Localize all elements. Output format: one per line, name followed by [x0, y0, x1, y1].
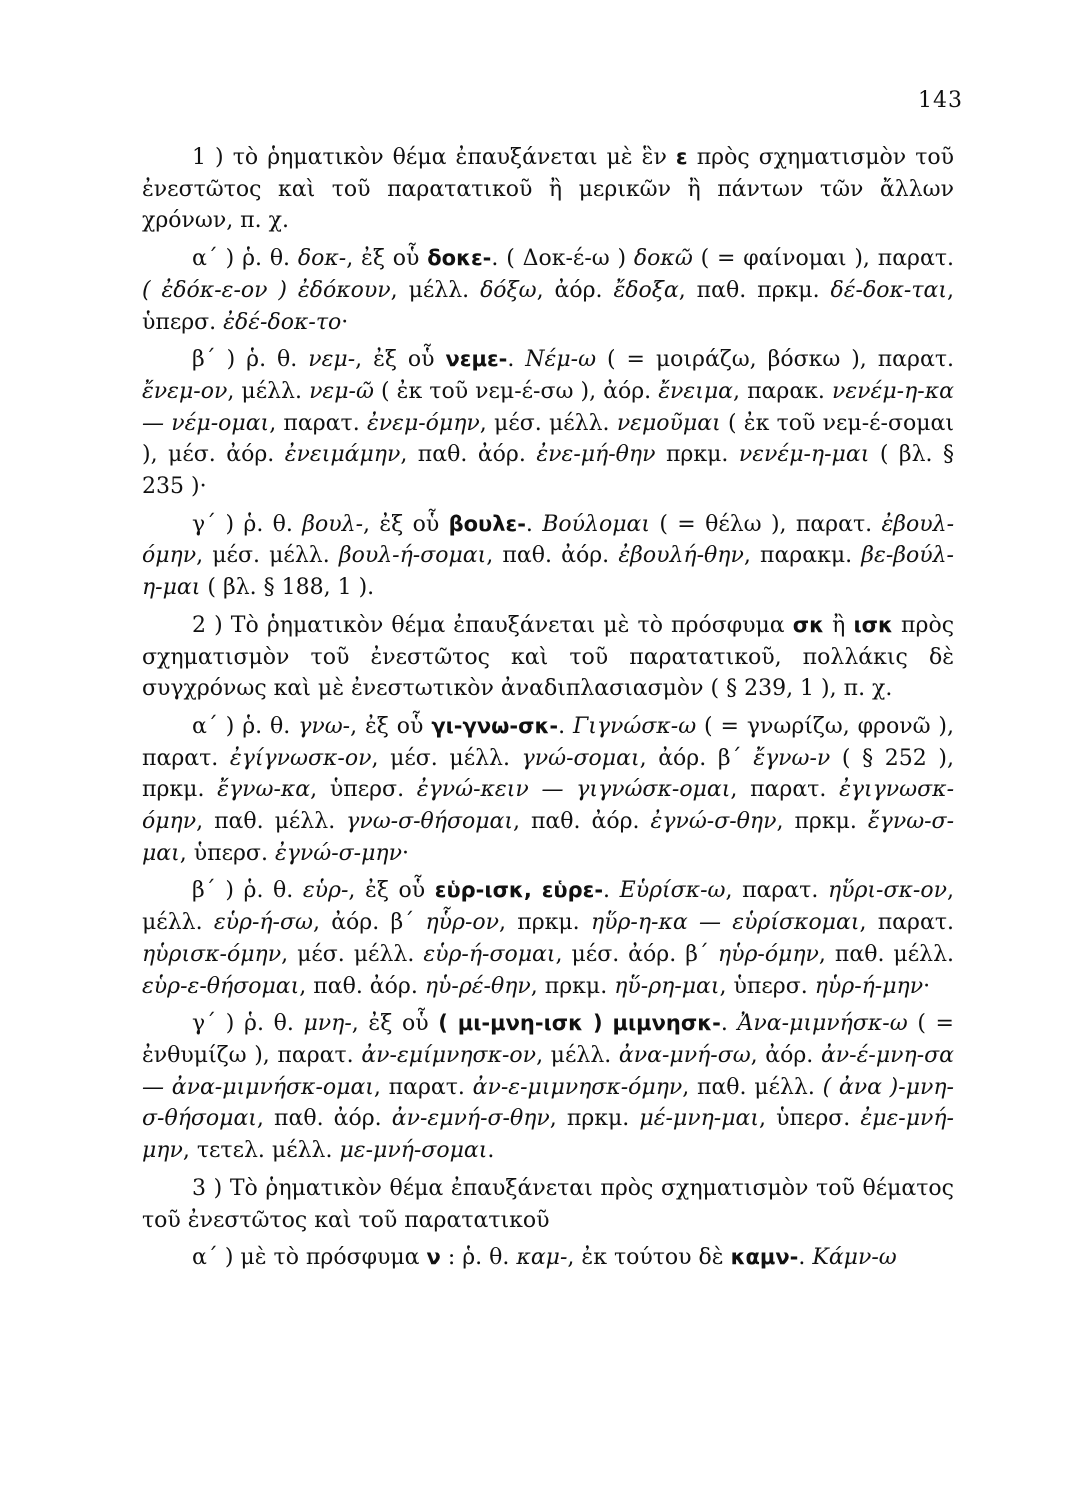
- italic-form: μέ-μνη-μαι: [639, 1106, 759, 1132]
- bold-stem: νεμε-: [445, 347, 508, 372]
- text-run: , ὑπερσ.: [142, 277, 954, 335]
- text-run: , πρκμ.: [549, 1106, 640, 1132]
- text-run: πρὸς σχηματισμὸν τοῦ ἐνεστῶτος καὶ τοῦ παρατατικοῦ, πολλάκις δὲ συγχρόνως καὶ μὲ ἐνεστωτικὸν ἀναδιπλασιασμὸν ( § 239, 1 ), π. χ.: [142, 612, 955, 702]
- text-run: , παρακμ.: [743, 543, 862, 569]
- italic-form: Βούλομαι: [542, 511, 651, 537]
- text-run: ( = γνωρίζω, φρονῶ ), παρατ.: [142, 713, 954, 771]
- text-run: , παθ. μέλλ.: [682, 1074, 823, 1100]
- text-run: .: [720, 1011, 738, 1037]
- italic-form: ἐδέ-δοκ-το: [223, 309, 342, 335]
- text-run: , παρατ.: [859, 910, 954, 936]
- text-run: , μέσ. μέλλ.: [479, 410, 617, 436]
- italic-form: ηὕρι-σκ-ον: [827, 878, 947, 904]
- text-run: , ἐξ οὗ: [363, 511, 449, 537]
- text-run: , ἀόρ. β΄: [312, 910, 426, 936]
- italic-form: ἐγιγνωσκ-όμην: [142, 777, 954, 835]
- italic-form: ἔγνω-σ-μαι: [142, 809, 955, 866]
- italic-form: Γιγνώσκ-ω: [572, 713, 697, 739]
- text-run: . ( Δοκ-έ-ω ): [491, 246, 634, 272]
- paragraph-p6: [142, 711, 954, 870]
- text-run: β΄ ) ῥ. θ.: [192, 347, 309, 373]
- italic-form: ἐγνώ-κειν — γιγνώσκ-ομαι: [416, 777, 731, 803]
- text-run: , ἐξ οὗ: [351, 1011, 439, 1037]
- italic-form: ἀν-έ-μνη-σα — ἀνα-μιμνήσκ-ομαι: [142, 1042, 955, 1100]
- bold-stem: ισκ: [853, 612, 893, 637]
- italic-form: βε-βούλ-η-μαι: [142, 543, 954, 601]
- text-run: , παθ. μέλλ.: [196, 809, 347, 835]
- text-run: , παρατ.: [373, 1074, 473, 1100]
- text-run: πρκμ.: [655, 442, 739, 468]
- text-run: ἢ: [824, 612, 854, 638]
- text-run: , ἀόρ.: [750, 1042, 821, 1068]
- italic-form: Νέμ-ω: [525, 347, 597, 373]
- italic-form: ηὕ-ρη-μαι: [614, 973, 720, 999]
- text-run: , πρκμ.: [499, 910, 591, 936]
- text-run: , παθ. ἀόρ.: [299, 973, 425, 999]
- italic-form: ἐγνώ-σ-θην: [650, 809, 777, 835]
- text-run: , μέλλ.: [390, 277, 481, 303]
- text-run: ( = ἐνθυμίζω ), παρατ.: [142, 1011, 954, 1068]
- bold-stem: δοκε-: [427, 246, 492, 271]
- text-run: , παθ. πρκμ.: [678, 277, 831, 303]
- italic-form: ηὑρισκ-όμην: [142, 941, 282, 967]
- text-run: 1 ) τὸ ῥηματικὸν θέμα ἐπαυξάνεται μὲ ἓν: [192, 145, 676, 170]
- italic-form: ἔγνω-κα: [217, 777, 311, 803]
- italic-form: ἐνεμ-όμην: [366, 410, 480, 436]
- italic-form: ἐνε-μή-θην: [536, 442, 656, 468]
- text-run: , ἐκ τούτου δὲ: [567, 1245, 731, 1271]
- italic-form: ( ἐδόκ-ε-ον ) ἐδόκουν: [142, 277, 391, 303]
- italic-form: εὑρ-: [302, 878, 349, 904]
- text-run: .: [558, 713, 573, 739]
- text-run: α΄ ) ῥ. θ.: [192, 713, 299, 739]
- italic-form: Εὑρίσκ-ω: [619, 878, 726, 904]
- italic-form: δοκ-: [297, 246, 347, 272]
- text-run: , πρκμ.: [776, 809, 868, 835]
- italic-form: ηὑρ-όμην: [717, 941, 819, 967]
- text-run: , μέλλ.: [227, 378, 310, 404]
- text-run: , μέλλ.: [142, 878, 954, 936]
- italic-form: βουλ-: [302, 511, 363, 537]
- italic-form: καμ-: [516, 1245, 568, 1271]
- page-body: [142, 142, 954, 1280]
- text-run: , τετελ. μέλλ.: [182, 1138, 340, 1164]
- paragraph-p5: [142, 610, 954, 705]
- italic-form: εὑρ-ή-σω: [213, 910, 313, 936]
- text-run: ( = φαίνομαι ), παρατ.: [692, 246, 955, 272]
- italic-form: ( ἀνα )-μνη-σ-θήσομαι: [142, 1074, 954, 1132]
- italic-form: δοκῶ: [633, 246, 693, 272]
- text-run: γ΄ ) ῥ. θ.: [192, 1011, 304, 1037]
- text-run: , μέσ. μέλλ.: [196, 543, 339, 569]
- italic-form: ηὕρ-η-κα — εὑρίσκομαι: [590, 910, 860, 936]
- text-run: , ἐξ οὗ: [346, 246, 428, 272]
- text-run: .: [507, 347, 526, 373]
- italic-form: νεμοῦμαι: [616, 410, 721, 436]
- paragraph-p10: [142, 1242, 954, 1274]
- italic-form: ἐγίγνωσκ-ον: [229, 745, 372, 771]
- paragraph-p2: [142, 243, 954, 338]
- paragraph-p1: [142, 142, 954, 237]
- paragraph-p9: [142, 1173, 954, 1236]
- text-run: , μέσ. μέλλ.: [281, 941, 424, 967]
- bold-stem: ε: [675, 145, 688, 169]
- italic-form: ηὑ-ρέ-θην: [424, 973, 531, 999]
- text-run: , παρατ.: [730, 777, 840, 803]
- text-run: γ΄ ) ῥ. θ.: [192, 511, 303, 537]
- text-run: , παθ. ἀόρ.: [486, 543, 619, 569]
- text-run: : ῥ. θ.: [440, 1245, 517, 1271]
- text-run: ( § 252 ), πρκμ.: [142, 745, 954, 803]
- text-run: , ἐξ οὗ: [348, 878, 435, 904]
- text-run: ( ἐκ τοῦ νεμ-έ-σομαι ), μέσ. ἀόρ.: [142, 410, 955, 468]
- text-run: ( = μοιράζω, βόσκω ), παρατ.: [596, 347, 954, 373]
- paragraph-p3: [142, 344, 954, 503]
- text-run: , παθ. μέλλ.: [818, 941, 954, 967]
- italic-form: ηὑρ-ή-μην: [814, 973, 924, 999]
- italic-form: εὑρ-ή-σομαι: [423, 941, 556, 967]
- text-run: , παθ. ἀόρ.: [256, 1106, 392, 1132]
- italic-form: Ἀνα-μιμνήσκ-ω: [737, 1011, 908, 1037]
- italic-form: ἀν-εμίμνησκ-ον: [361, 1042, 537, 1068]
- italic-form: δόξω: [480, 277, 537, 303]
- italic-form: γνω-σ-θήσομαι: [346, 809, 513, 835]
- bold-stem: ( μι-μνη-ισκ ) μιμνησκ-: [438, 1011, 721, 1036]
- text-run: ( βλ. § 235 )·: [142, 442, 954, 500]
- italic-form: ἀν-ε-μιμνησκ-όμην: [472, 1074, 683, 1100]
- italic-form: νενέμ-η-κα — νέμ-ομαι: [142, 378, 954, 436]
- text-run: , μέλλ.: [536, 1042, 619, 1068]
- text-run: β΄ ) ῥ. θ.: [192, 878, 303, 904]
- italic-form: νενέμ-η-μαι: [738, 442, 870, 468]
- italic-form: δέ-δοκ-ται: [830, 277, 947, 303]
- italic-form: με-μνή-σομαι: [339, 1138, 488, 1164]
- italic-form: ἔδοξα: [613, 277, 679, 303]
- text-run: , πρκμ.: [530, 973, 615, 999]
- text-run: , παθ. ἀόρ.: [400, 442, 537, 468]
- italic-form: μνη-: [303, 1011, 352, 1037]
- text-run: , μέσ. μέλλ.: [371, 745, 522, 771]
- italic-form: ἀν-εμνή-σ-θην: [391, 1106, 550, 1132]
- italic-form: ἀνα-μνή-σω: [618, 1042, 751, 1068]
- italic-form: ἐγνώ-σ-μην: [274, 840, 402, 866]
- text-run: ( = θέλω ), παρατ.: [650, 511, 882, 537]
- italic-form: νεμ-: [308, 347, 356, 373]
- text-run: , παθ. ἀόρ.: [513, 809, 651, 835]
- italic-form: ἐμε-μνή-μην: [142, 1106, 954, 1164]
- text-run: 2 ) Τὸ ῥηματικὸν θέμα ἐπαυξάνεται μὲ τὸ πρόσφυμα: [192, 612, 793, 638]
- paragraph-p4: [142, 509, 954, 604]
- italic-form: γνώ-σομαι: [521, 745, 640, 771]
- paragraph-p7: [142, 875, 954, 1002]
- page-number: 143: [918, 88, 963, 113]
- italic-form: ἔνεμ-ον: [142, 378, 228, 404]
- italic-form: βουλ-ή-σομαι: [338, 543, 487, 569]
- bold-stem: σκ: [792, 612, 825, 637]
- italic-form: ἐνειμάμην: [284, 442, 401, 468]
- text-run: , ἀόρ. β΄: [639, 745, 754, 771]
- text-run: .: [603, 878, 620, 904]
- text-run: .: [487, 1138, 495, 1164]
- text-run: .: [525, 511, 543, 537]
- text-run: 3 ) Τὸ ῥηματικὸν θέμα ἐπαυξάνεται πρὸς σχηματισμὸν τοῦ θέματος τοῦ ἐνεστῶτος καὶ τοῦ παρατατικοῦ: [142, 1175, 954, 1233]
- text-run: , ἐξ οὗ: [350, 713, 432, 739]
- text-run: .: [798, 1245, 813, 1271]
- bold-stem: ν: [426, 1245, 441, 1270]
- text-run: , ἀόρ.: [536, 277, 614, 303]
- text-run: , παρακ.: [733, 378, 832, 404]
- text-run: ·: [923, 973, 931, 999]
- italic-form: γνω-: [298, 713, 351, 739]
- text-run: α΄ ) ῥ. θ.: [192, 246, 298, 272]
- text-run: , ὑπερσ.: [179, 840, 275, 866]
- italic-form: νεμ-ῶ: [309, 378, 374, 404]
- text-run: , ἐξ οὗ: [355, 347, 446, 373]
- italic-form: Κάμν-ω: [812, 1245, 897, 1271]
- bold-stem: εὑρ-ισκ, εὑρε-: [434, 878, 604, 903]
- bold-stem: καμν-: [730, 1245, 799, 1270]
- bold-stem: βουλε-: [448, 511, 526, 536]
- text-run: ( ἐκ τοῦ νεμ-έ-σω ), ἀόρ.: [373, 378, 659, 404]
- italic-form: ἐβουλ-όμην: [142, 511, 955, 569]
- text-run: , ὑπερσ.: [310, 777, 417, 803]
- text-run: , παρατ.: [269, 410, 367, 436]
- italic-form: εὑρ-ε-θήσομαι: [142, 973, 300, 999]
- italic-form: ἔγνω-ν: [753, 745, 831, 771]
- italic-form: ἔνειμα: [658, 378, 734, 404]
- bold-stem: γι-γνω-σκ-: [431, 713, 559, 738]
- text-run: πρὸς σχηματισμὸν τοῦ ἐνεστῶτος καὶ τοῦ παρατατικοῦ ἢ μερικῶν ἢ πάντων τῶν ἄλλων χρόνων, π. χ.: [142, 145, 954, 234]
- text-run: α΄ ) μὲ τὸ πρόσφυμα: [192, 1245, 427, 1271]
- text-run: , ὑπερσ.: [719, 973, 815, 999]
- text-run: ·: [341, 309, 349, 335]
- paragraph-p8: [142, 1008, 954, 1167]
- text-run: , παρατ.: [725, 878, 828, 904]
- text-run: ( βλ. § 188, 1 ).: [200, 575, 375, 601]
- italic-form: ηὗρ-ον: [425, 910, 499, 936]
- text-run: , ὑπερσ.: [759, 1106, 861, 1132]
- text-run: ·: [401, 840, 409, 866]
- text-run: , μέσ. ἀόρ. β΄: [555, 941, 718, 967]
- italic-form: ἐβουλή-θην: [618, 543, 744, 569]
